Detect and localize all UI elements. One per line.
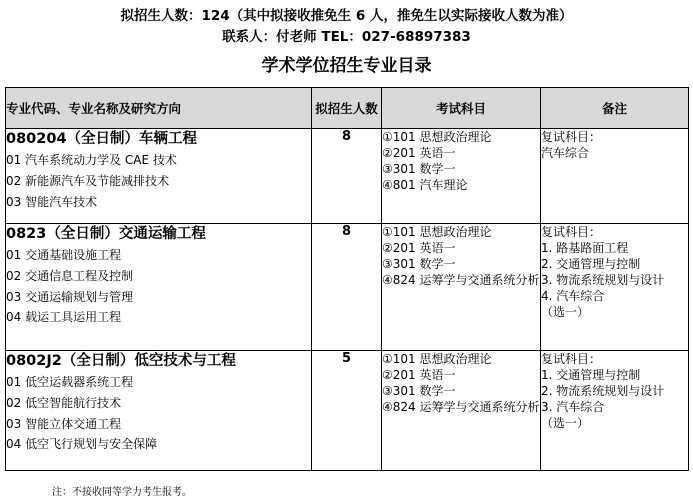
direction-item: 02 交通信息工程及控制 [6, 268, 134, 283]
direction-item: 02 低空智能航行技术 [6, 395, 122, 410]
column-header-note: 备注 [541, 88, 689, 129]
direction-item: 01 汽车系统动力学及 CAE 技术 [6, 153, 177, 167]
direction-item: 02 新能源汽车及节能减排技术 [6, 173, 170, 188]
note-line: 3. 物流系统规划与设计 [541, 273, 665, 287]
note-cell [541, 129, 689, 224]
page-title: 学术学位招生专业目录 [261, 56, 432, 76]
note-line: 复试科目： [541, 225, 602, 239]
exam-subject: ②201 英语一 [382, 368, 456, 382]
note-line: 汽车综合 [541, 146, 590, 160]
exam-subject: ③301 数学一 [382, 257, 456, 271]
enrollment-summary: 拟招生人数：124（其中拟接收推免生 6 人，推免生以实际接收人数为准） [120, 8, 573, 24]
table-row [6, 129, 689, 224]
direction-item: 03 交通运输规划与管理 [6, 289, 134, 304]
note-cell [541, 224, 689, 351]
major-title: 0823（全日制）交通运输工程 [6, 226, 206, 242]
exam-subject: ④824 运筹学与交通系统分析 [382, 400, 540, 414]
footnote: 注：不接收同等学力考生报考。 [52, 487, 192, 498]
exam-subject: ②201 英语一 [382, 241, 456, 255]
contact-info: 联系人：付老师 TEL：027-68897383 [222, 29, 471, 45]
major-title: 0802J2（全日制）低空技术与工程 [6, 353, 236, 369]
note-line: 2. 交通管理与控制 [541, 257, 641, 271]
note-line: 2. 物流系统规划与设计 [541, 384, 665, 398]
exam-cell [382, 224, 541, 351]
exam-subject: ①101 思想政治理论 [382, 352, 492, 366]
note-line: 复试科目： [541, 130, 602, 144]
direction-item: 01 低空运载器系统工程 [6, 375, 134, 389]
table-row [6, 224, 689, 351]
quota-value: 8 [312, 129, 382, 224]
direction-item: 04 低空飞行规划与安全保障 [6, 437, 158, 452]
direction-item: 04 载运工具运用工程 [6, 310, 122, 325]
note-line: 4. 汽车综合 [541, 289, 605, 303]
major-cell [6, 129, 312, 224]
table-header-row [6, 88, 689, 129]
exam-cell [382, 351, 541, 471]
major-cell [6, 351, 312, 471]
exam-subject: ②201 英语一 [382, 146, 456, 160]
note-cell [541, 351, 689, 471]
note-line: 1. 路基路面工程 [541, 241, 629, 255]
note-line: （选一） [541, 305, 590, 319]
quota-value: 8 [312, 224, 382, 351]
note-line: （选一） [541, 416, 590, 430]
column-header-exam: 考试科目 [382, 88, 541, 129]
major-cell [6, 224, 312, 351]
direction-item: 01 交通基础设施工程 [6, 248, 122, 262]
note-line: 1. 交通管理与控制 [541, 368, 641, 382]
direction-item: 03 智能汽车技术 [6, 194, 98, 209]
exam-subject: ④801 汽车理论 [382, 178, 468, 192]
exam-subject: ①101 思想政治理论 [382, 225, 492, 239]
catalog-table [5, 87, 689, 471]
exam-subject: ①101 思想政治理论 [382, 130, 492, 144]
major-title: 080204（全日制）车辆工程 [6, 131, 198, 147]
column-header-quota: 拟招生人数 [312, 88, 382, 129]
note-line: 3. 汽车综合 [541, 400, 605, 414]
quota-value: 5 [312, 351, 382, 471]
column-header-major: 专业代码、专业名称及研究方向 [6, 88, 312, 129]
exam-subject: ③301 数学一 [382, 384, 456, 398]
note-line: 复试科目： [541, 352, 602, 366]
exam-subject: ④824 运筹学与交通系统分析 [382, 273, 540, 287]
direction-item: 03 智能立体交通工程 [6, 416, 122, 431]
exam-subject: ③301 数学一 [382, 162, 456, 176]
table-row [6, 351, 689, 471]
exam-cell [382, 129, 541, 224]
